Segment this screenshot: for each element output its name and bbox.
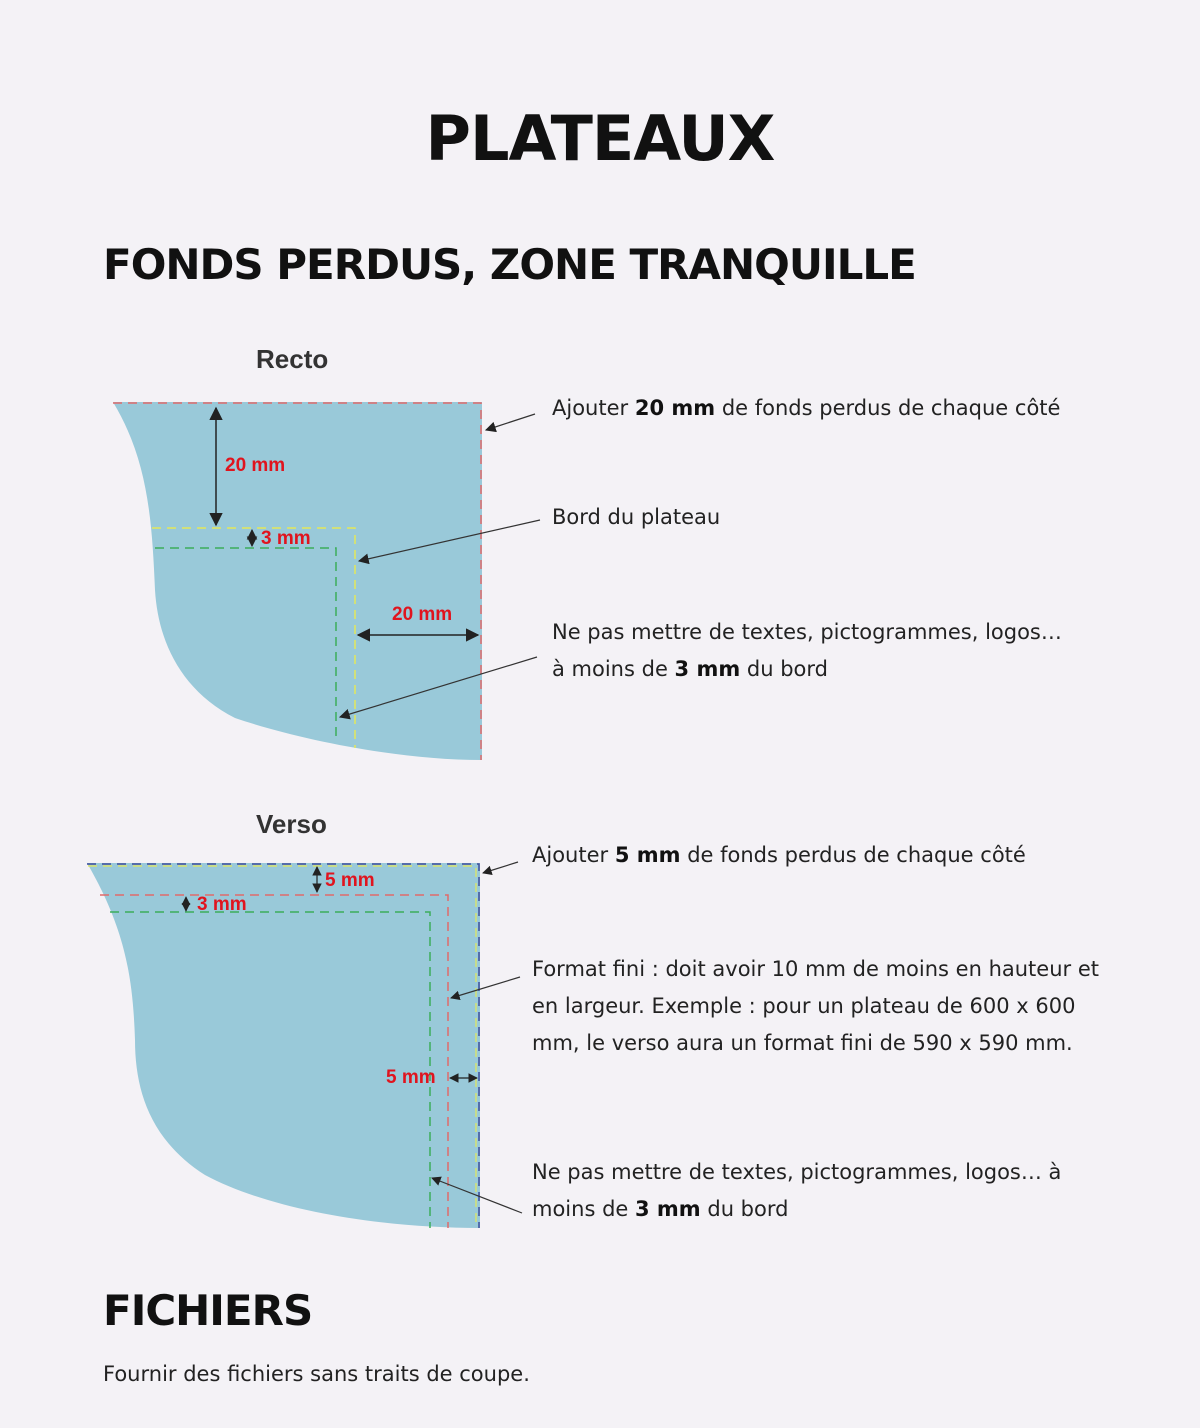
verso-panel	[87, 863, 480, 1228]
recto-note-edge: Bord du plateau	[552, 505, 721, 529]
recto-note-safe: Ne pas mettre de textes, pictogrammes, logos… à moins de 3 mm du bord	[552, 620, 1062, 681]
files-text: Fournir des fichiers sans traits de coupe.	[103, 1362, 530, 1386]
section-heading-files: FICHIERS	[103, 1286, 313, 1335]
verso-dim-right: 5 mm	[386, 1067, 436, 1088]
verso-note-safe: Ne pas mettre de textes, pictogrammes, logos… à moins de 3 mm du bord	[532, 1160, 1062, 1221]
page-title: PLATEAUX	[425, 102, 775, 175]
recto-note-bleed: Ajouter 20 mm de fonds perdus de chaque côté	[552, 396, 1061, 420]
recto-dim-safe: 3 mm	[261, 528, 311, 549]
verso-label: Verso	[256, 809, 327, 839]
verso-note-format: Format fini : doit avoir 10 mm de moins en hauteur et en largeur. Exemple : pour un plateau de 600 x 600 mm, le verso aura un format fini de 590 x 590 mm.	[532, 957, 1099, 1055]
section-heading-bleed: FONDS PERDUS, ZONE TRANQUILLE	[103, 240, 916, 289]
recto-dim-right: 20 mm	[392, 604, 453, 625]
verso-dim-safe: 3 mm	[197, 894, 247, 915]
verso-note-bleed: Ajouter 5 mm de fonds perdus de chaque côté	[532, 843, 1026, 867]
verso-dim-top: 5 mm	[325, 870, 375, 891]
recto-dim-top: 20 mm	[225, 455, 286, 476]
verso-callout-arrow-1	[483, 862, 518, 873]
recto-label: Recto	[256, 344, 329, 374]
